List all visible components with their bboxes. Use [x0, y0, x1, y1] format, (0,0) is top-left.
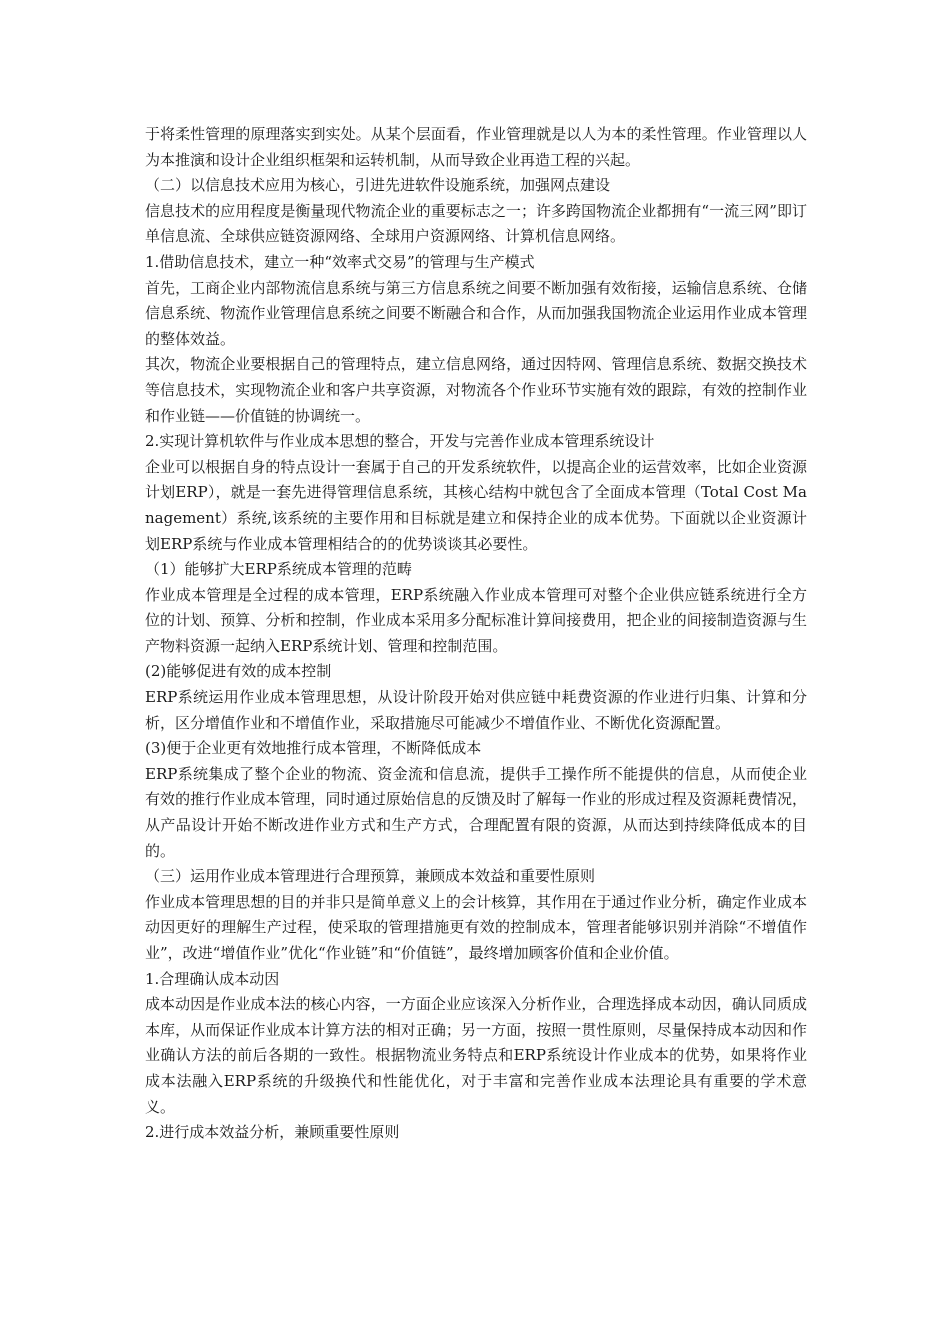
section-heading: （三）运用作业成本管理进行合理预算，兼顾成本效益和重要性原则 [145, 867, 596, 886]
paragraph: ERP系统运用作业成本管理思想，从设计阶段开始对供应链中耗费资源的作业进行归集、计算和分析，区分增值作业和不增值作业，采取措施尽可能减少不增值作业、不断优化资源配置。 [145, 688, 807, 732]
section-heading: （二）以信息技术应用为核心，引进先进软件设施系统，加强网点建设 [145, 176, 611, 195]
subsection-heading: 1.合理确认成本动因 [145, 969, 280, 988]
document-body [145, 122, 807, 1146]
subsection-heading: 2.实现计算机软件与作业成本思想的整合，开发与完善作业成本管理系统设计 [145, 432, 655, 451]
paragraph: 作业成本管理是全过程的成本管理，ERP系统融入作业成本管理可对整个企业供应链系统进行全方位的计划、预算、分析和控制，作业成本采用多分配标准计算间接费用，把企业的间接制造资源与生产物料资源一起纳入ERP系统计划、管理和控制范围。 [145, 585, 807, 655]
item-heading: (2)能够促进有效的成本控制 [145, 662, 332, 681]
paragraph: 信息技术的应用程度是衡量现代物流企业的重要标志之一；许多跨国物流企业都拥有“一流三网”即订单信息流、全球供应链资源网络、全球用户资源网络、计算机信息网络。 [145, 201, 807, 246]
paragraph: 其次，物流企业要根据自己的管理特点，建立信息网络，通过因特网、管理信息系统、数据交换技术等信息技术，实现物流企业和客户共享资源，对物流各个作业环节实施有效的跟踪，有效的控制作业和作业链——价值链的协调统一。 [145, 355, 807, 425]
paragraph: ERP系统集成了整个企业的物流、资金流和信息流，提供手工操作所不能提供的信息，从而使企业有效的推行作业成本管理，同时通过原始信息的反馈及时了解每一作业的形成过程及资源耗费情况，从产品设计开始不断改进作业方式和生产方式，合理配置有限的资源，从而达到持续降低成本的目的。 [145, 764, 807, 860]
subsection-heading: 2.进行成本效益分析，兼顾重要性原则 [145, 1123, 400, 1142]
paragraph: 成本动因是作业成本法的核心内容，一方面企业应该深入分析作业，合理选择成本动因，确认同质成本库，从而保证作业成本计算方法的相对正确；另一方面，按照一贯性原则，尽量保持成本动因和作业确认方法的前后各期的一致性。根据物流业务特点和ERP系统设计作业成本的优势，如果将作业成本法融入ERP系统的升级换代和性能优化，对于丰富和完善作业成本法理论具有重要的学术意义。 [145, 995, 807, 1116]
subsection-heading: 1.借助信息技术，建立一种“效率式交易”的管理与生产模式 [145, 252, 535, 271]
paragraph: 作业成本管理思想的目的并非只是简单意义上的会计核算，其作用在于通过作业分析，确定作业成本动因更好的理解生产过程，使采取的管理措施更有效的控制成本，管理者能够识别并消除“不增值作业”，改进“增值作业”优化“作业链”和“价值链”，最终增加顾客价值和企业价值。 [145, 892, 807, 962]
item-heading: （1）能够扩大ERP系统成本管理的范畴 [145, 560, 412, 579]
paragraph: 首先，工商企业内部物流信息系统与第三方信息系统之间要不断加强有效衔接，运输信息系统、仓储信息系统、物流作业管理信息系统之间要不断融合和合作，从而加强我国物流企业运用作业成本管理的整体效益。 [145, 278, 807, 348]
item-heading: (3)便于企业更有效地推行成本管理，不断降低成本 [145, 739, 482, 758]
paragraph: 于将柔性管理的原理落实到实处。从某个层面看，作业管理就是以人为本的柔性管理。作业管理以人为本推演和设计企业组织框架和运转机制，从而导致企业再造工程的兴起。 [145, 125, 807, 169]
paragraph: 企业可以根据自身的特点设计一套属于自己的开发系统软件，以提高企业的运营效率，比如企业资源计划ERP），就是一套先进得管理信息系统，其核心结构中就包含了全面成本管理（Total Cost Management）系统,该系统的主要作用和目标就是建立和保持企业的成本优势。下面就以企业资源计划ERP系统与作业成本管理相结合的的优势谈谈其必要性。 [145, 457, 807, 553]
